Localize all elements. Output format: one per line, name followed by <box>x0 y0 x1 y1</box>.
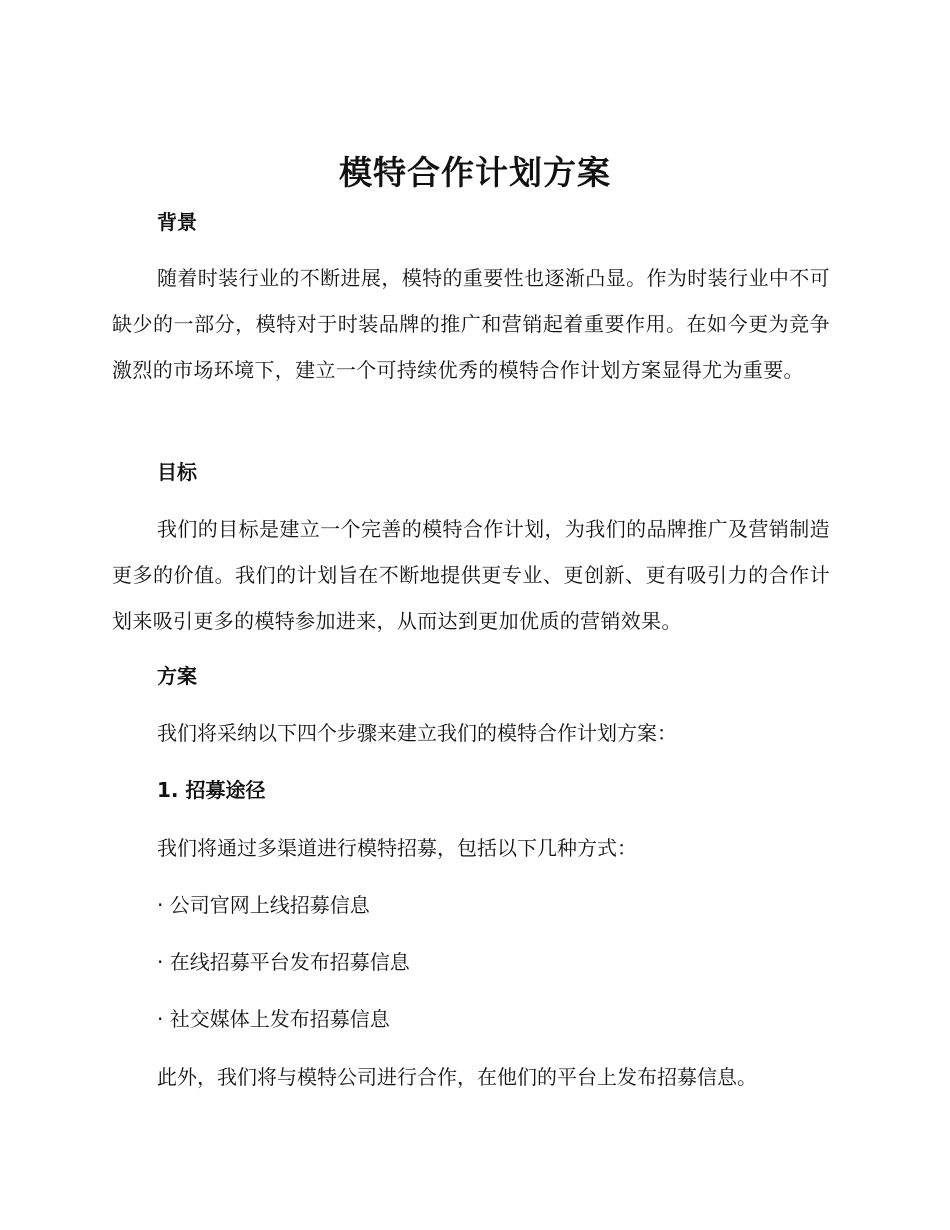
bullet-item-social-media: · 社交媒体上发布招募信息 <box>157 1007 390 1031</box>
bullet-item-online-platform: · 在线招募平台发布招募信息 <box>157 950 410 974</box>
step1-intro: 我们将通过多渠道进行模特招募，包括以下几种方式： <box>157 836 637 860</box>
plan-intro: 我们将采纳以下四个步骤来建立我们的模特合作计划方案： <box>157 721 677 745</box>
section-heading-background: 背景 <box>157 210 197 234</box>
section-heading-goal: 目标 <box>157 460 197 484</box>
background-paragraph: 随着时装行业的不断进展，模特的重要性也逐渐凸显。作为时装行业中不可缺少的一部分，模特对于时装品牌的推广和营销起着重要作用。在如今更为竞争激烈的市场环境下，建立一个可持续优秀的模特合作计划方案显得尤为重要。 <box>112 266 830 382</box>
goal-paragraph: 我们的目标是建立一个完善的模特合作计划，为我们的品牌推广及营销制造更多的价值。我们的计划旨在不断地提供更专业、更创新、更有吸引力的合作计划来吸引更多的模特参加进来，从而达到更加优质的营销效果。 <box>112 517 830 633</box>
section-heading-plan: 方案 <box>157 664 197 688</box>
document-title: 模特合作计划方案 <box>339 153 611 192</box>
step1-closing: 此外，我们将与模特公司进行合作，在他们的平台上发布招募信息。 <box>157 1065 757 1089</box>
bullet-item-official-site: · 公司官网上线招募信息 <box>157 893 370 917</box>
step1-heading: 1. 招募途径 <box>157 778 266 802</box>
